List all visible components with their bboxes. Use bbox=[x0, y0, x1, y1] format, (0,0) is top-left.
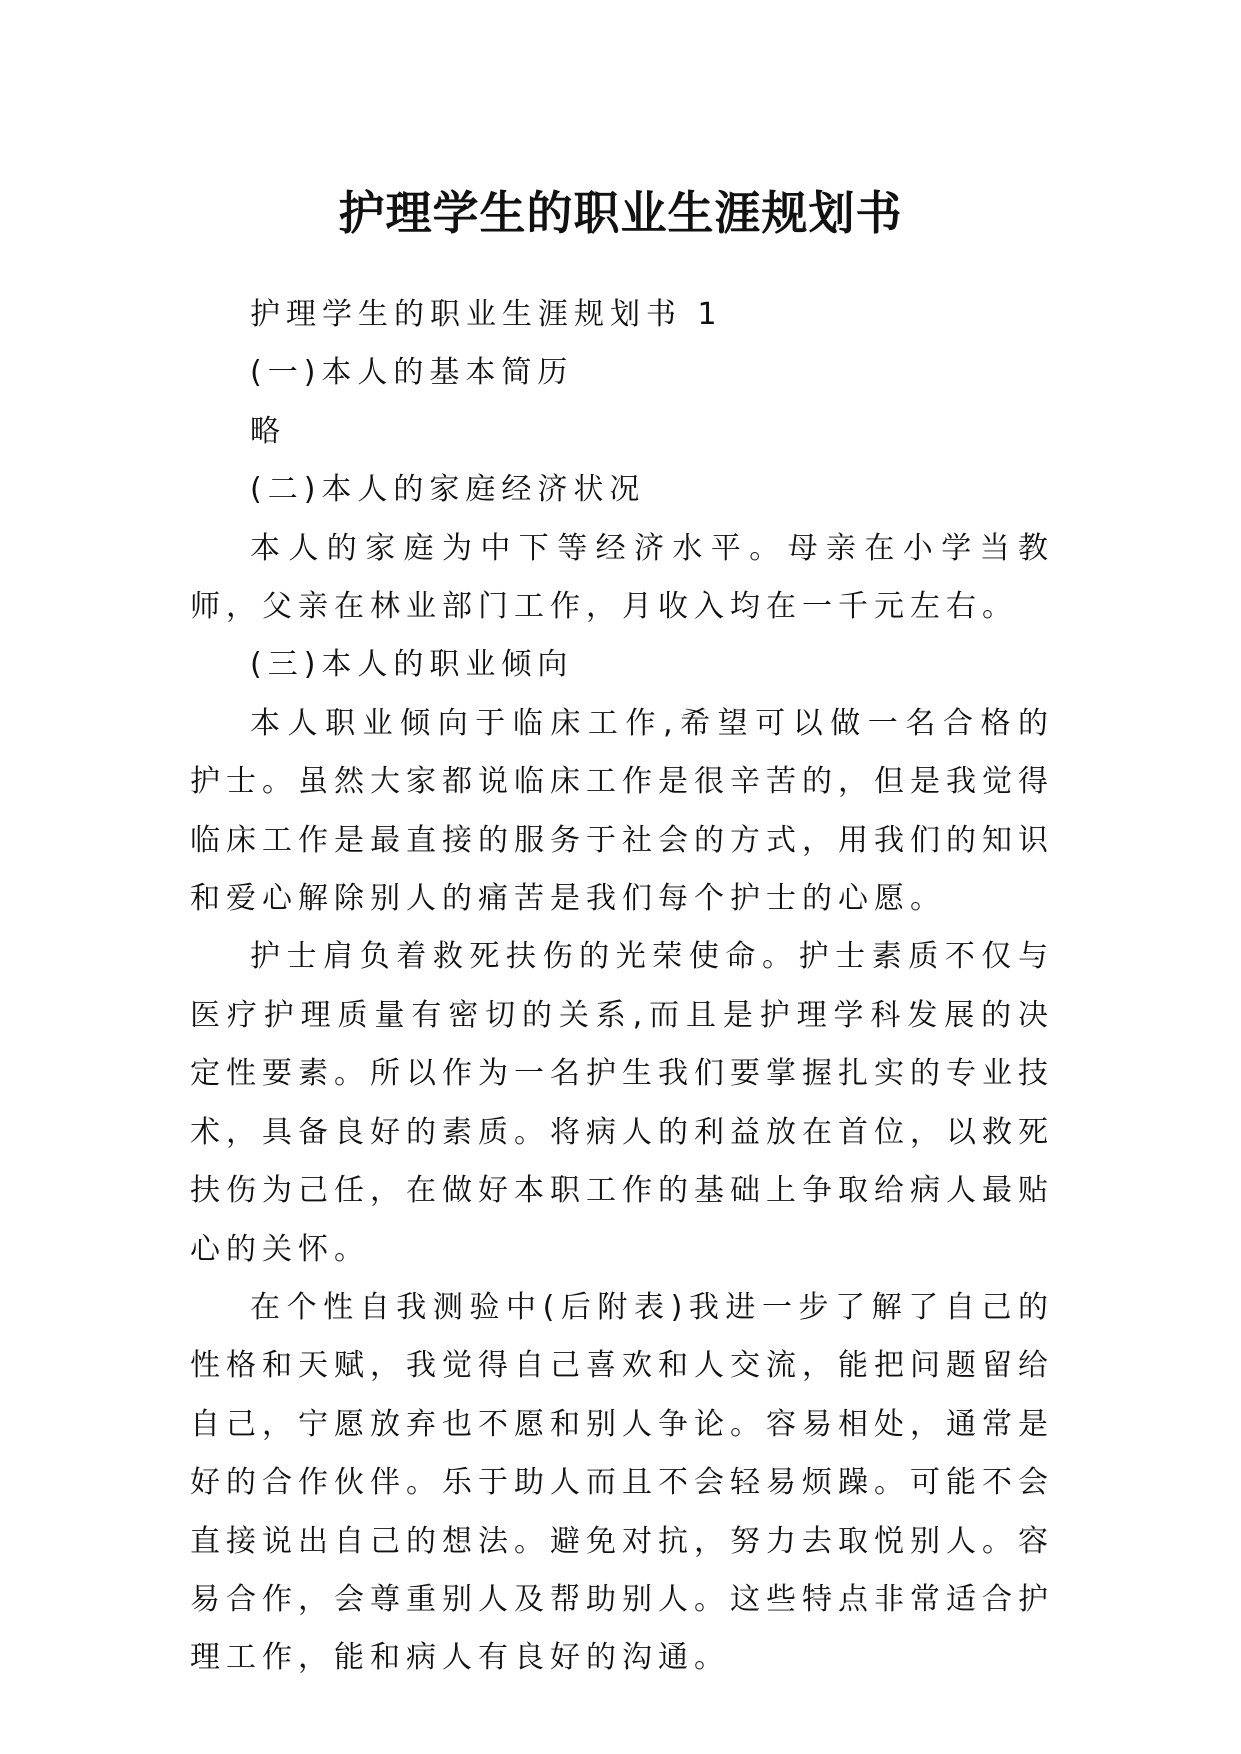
paragraph-omitted: 略 bbox=[250, 413, 286, 449]
document-body bbox=[190, 286, 1054, 1688]
subheading-basic-resume: (一)本人的基本简历 bbox=[250, 355, 574, 391]
paragraph-nurse-mission: 护士肩负着救死扶伤的光荣使命。护士素质不仅与医疗护理质量有密切的关系,而且是护理学科发展的决定性要素。所以作为一名护生我们要掌握扎实的专业技术，具备良好的素质。将病人的利益放在首位，以救死扶伤为己任，在做好本职工作的基础上争取给病人最贴心的关怀。 bbox=[190, 939, 1054, 1267]
section-heading-1: 护理学生的职业生涯规划书 1 bbox=[250, 297, 723, 332]
paragraph-family-economy: 本人的家庭为中下等经济水平。母亲在小学当教师，父亲在林业部门工作，月收入均在一千元左右。 bbox=[190, 530, 1054, 625]
document-title: 护理学生的职业生涯规划书 bbox=[338, 185, 903, 240]
paragraph-personality-test: 在个性自我测验中(后附表)我进一步了解了自己的性格和天赋，我觉得自己喜欢和人交流，能把问题留给自己，宁愿放弃也不愿和别人争论。容易相处，通常是好的合作伙伴。乐于助人而且不会轻易烦躁。可能不会直接说出自己的想法。避免对抗，努力去取悦别人。容易合作，会尊重别人及帮助别人。这些特点非常适合护理工作，能和病人有良好的沟通。 bbox=[190, 1289, 1054, 1676]
paragraph-career-orientation: 本人职业倾向于临床工作,希望可以做一名合格的护士。虽然大家都说临床工作是很辛苦的，但是我觉得临床工作是最直接的服务于社会的方式，用我们的知识和爱心解除别人的痛苦是我们每个护士的心愿。 bbox=[190, 705, 1054, 917]
subheading-family-economy: (二)本人的家庭经济状况 bbox=[250, 472, 646, 508]
subheading-career-orientation: (三)本人的职业倾向 bbox=[250, 647, 574, 683]
